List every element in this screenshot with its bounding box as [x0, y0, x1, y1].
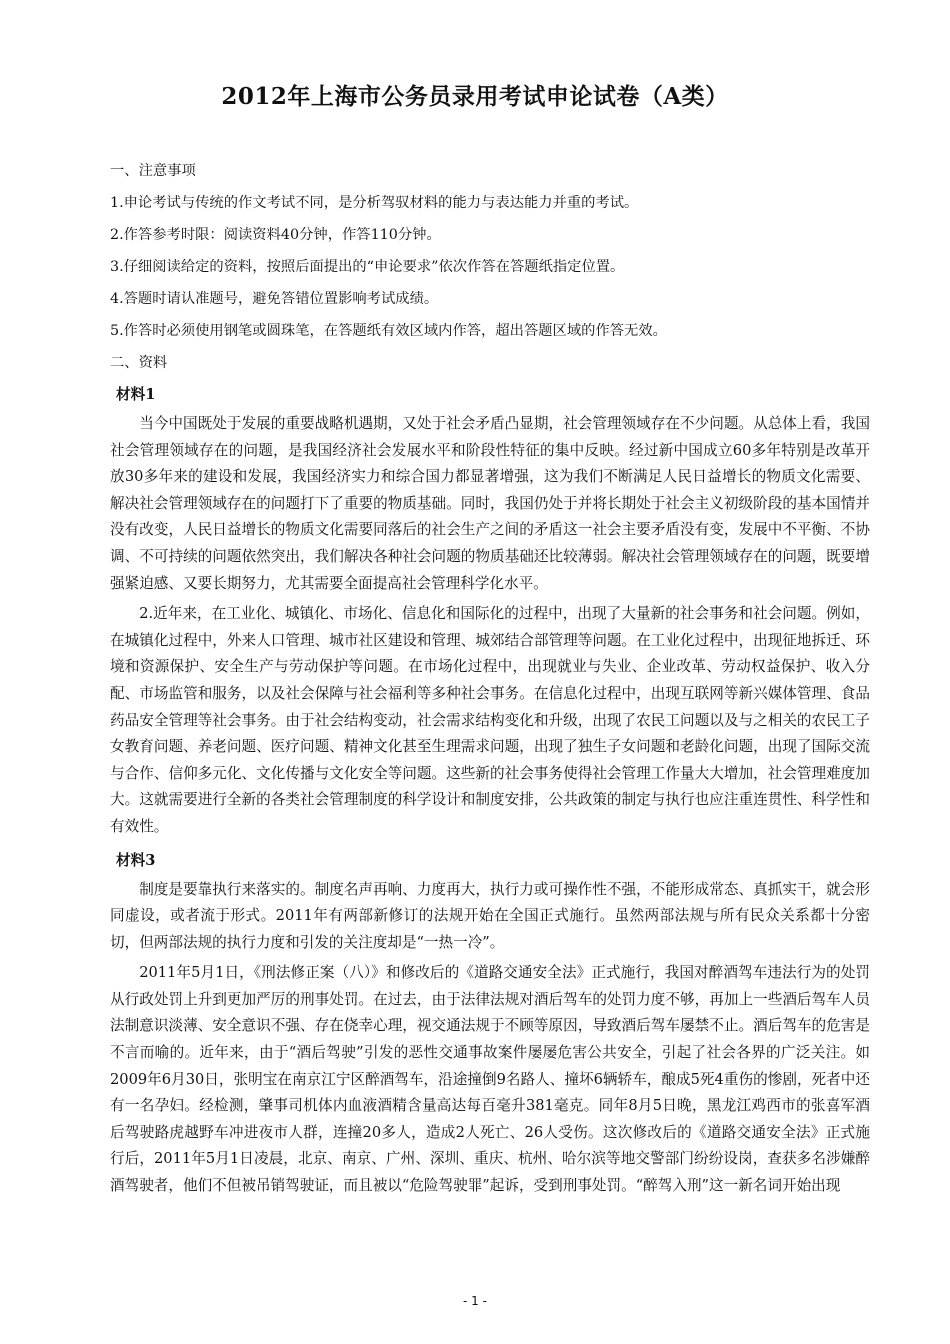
document-title: 2012年上海市公务员录用考试申论试卷（A类） [221, 83, 729, 110]
material-1-heading: 材料1 [116, 386, 156, 403]
material-3-paragraph: 制度是要靠执行来落实的。制度名声再响、力度再大，执行力或可操作性不强，不能形成常态、真抓实干，就会形同虚设，或者流于形式。2011年有两部新修订的法规开始在全国正式施行。虽然两部法规与所有民众关系都十分密切，但两部法规的执行力度和引发的关注度却是“一热一冷”。 [110, 880, 870, 951]
notice-item: 2.作答参考时限：阅读资料40分钟，作答110分钟。 [110, 227, 441, 243]
page-number: - 1 - [463, 1294, 487, 1308]
materials-heading: 二、资料 [110, 355, 168, 371]
notice-heading: 一、注意事项 [110, 163, 196, 179]
notice-item: 1.申论考试与传统的作文考试不同，是分析驾驭材料的能力与表达能力并重的考试。 [110, 195, 639, 211]
notice-item: 3.仔细阅读给定的资料，按照后面提出的“申论要求”依次作答在答题纸指定位置。 [110, 259, 625, 275]
material-3-heading: 材料3 [116, 851, 156, 869]
notice-item: 4.答题时请认准题号，避免答错位置影响考试成绩。 [110, 291, 439, 307]
material-1-paragraph: 当今中国既处于发展的重要战略机遇期，又处于社会矛盾凸显期，社会管理领域存在不少问题。从总体上看，我国社会管理领域存在的问题，是我国经济社会发展水平和阶段性特征的集中反映。经过新中国成立60多年特别是改革开放30多年来的建设和发展，我国经济实力和综合国力都显著增强，这为我们不断满足人民日益增长的物质文化需要、解决社会管理领域存在的问题打下了重要的物质基础。同时，我国仍处于并将长期处于社会主义初级阶段的基本国情并没有改变，人民日益增长的物质文化需要同落后的社会生产之间的矛盾这一社会主要矛盾没有变，发展中不平衡、不协调、不可持续的问题依然突出，我们解决各种社会问题的物质基础还比较薄弱。解决社会管理领域存在的问题，既要增强紧迫感、又要长期努力，尤其需要全面提高社会管理科学化水平。 [110, 415, 870, 592]
material-1-paragraph: 2.近年来，在工业化、城镇化、市场化、信息化和国际化的过程中，出现了大量新的社会事务和社会问题。例如，在城镇化过程中，外来人口管理、城市社区建设和管理、城郊结合部管理等问题。在工业化过程中，出现征地拆迁、环境和资源保护、安全生产与劳动保护等问题。在市场化过程中，出现就业与失业、企业改革、劳动权益保护、收入分配、市场监管和服务，以及社会保障与社会福利等多种社会事务。在信息化过程中，出现互联网等新兴媒体管理、食品药品安全管理等社会事务。由于社会结构变动，社会需求结构变化和升级，出现了农民工问题以及与之相关的农民工子女教育问题、养老问题、医疗问题、精神文化甚至生理需求问题，出现了独生子女问题和老龄化问题，出现了国际交流与合作、信仰多元化、文化传播与文化安全等问题。这些新的社会事务使得社会管理工作量大大增加，社会管理难度加大。这就需要进行全新的各类社会管理制度的科学设计和制度安排，公共政策的制定与执行也应注重连贯性、科学性和有效性。 [110, 605, 870, 835]
notice-item: 5.作答时必须使用钢笔或圆珠笔，在答题纸有效区域内作答，超出答题区域的作答无效。 [110, 323, 667, 339]
document-body [110, 155, 870, 1204]
material-3-paragraph: 2011年5月1日，《刑法修正案（八）》和修改后的《道路交通安全法》正式施行，我国对醉酒驾车违法行为的处罚从行政处罚上升到更加严厉的刑事处罚。在过去，由于法律法规对酒后驾车的处罚力度不够，再加上一些酒后驾车人员法制意识淡薄、安全意识不强、存在侥幸心理，视交通法规于不顾等原因，导致酒后驾车屡禁不止。酒后驾车的危害是不言而喻的。近年来，由于“酒后驾驶”引发的恶性交通事故案件屡屡危害公共安全，引起了社会各界的广泛关注。如2009年6月30日，张明宝在南京江宁区醉酒驾车，沿途撞倒9名路人、撞坏6辆轿车，酿成5死4重伤的惨剧，死者中还有一名孕妇。经检测，肇事司机体内血液酒精含量高达每百毫升381毫克。同年8月5日晚，黑龙江鸡西市的张喜军酒后驾驶路虎越野车冲进夜市人群，连撞20多人，造成2人死亡、26人受伤。这次修改后的《道路交通安全法》正式施行后，2011年5月1日凌晨，北京、南京、广州、深圳、重庆、杭州、哈尔滨等地交警部门纷纷设岗，查获多名涉嫌醉酒驾驶者，他们不但被吊销驾驶证，而且被以“危险驾驶罪”起诉，受到刑事处罚。“醉驾入刑”这一新名词开始出现 [110, 964, 870, 1195]
